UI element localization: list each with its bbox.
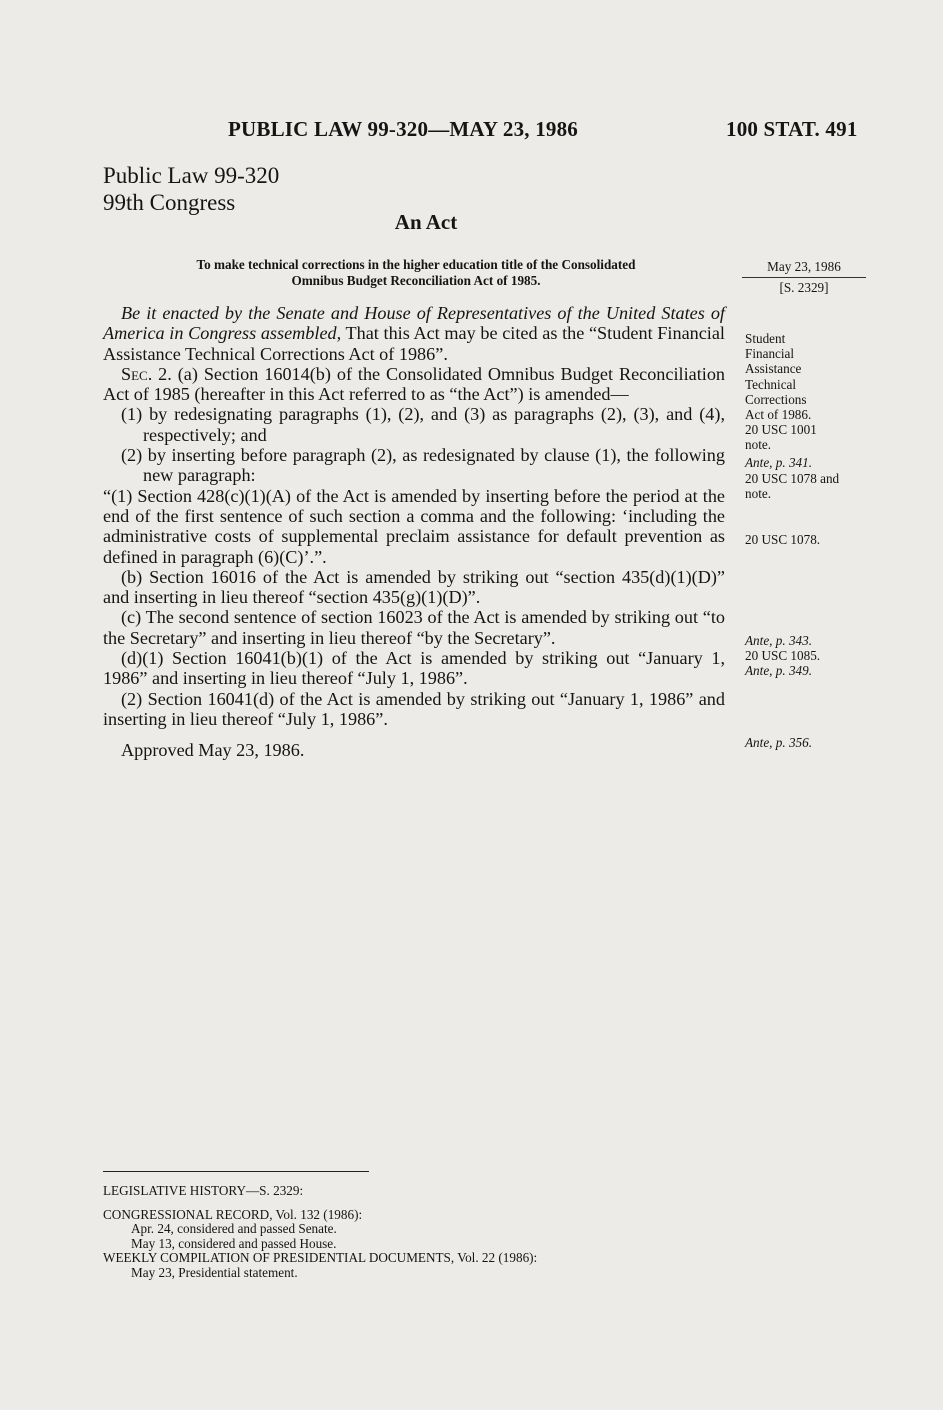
margin-note-ante-349 xyxy=(745,663,875,678)
margin-note-line: Ante, p. 349. xyxy=(745,663,813,678)
margin-note-line: Technical xyxy=(745,376,797,392)
public-law-number: Public Law 99-320 xyxy=(103,163,280,188)
margin-note-line: Ante, p. 343. xyxy=(745,633,813,648)
margin-note-short-title xyxy=(745,331,875,453)
running-title: PUBLIC LAW 99-320—MAY 23, 1986 xyxy=(228,117,578,141)
margin-note-line: note. xyxy=(745,486,772,502)
purpose-line-2: Omnibus Budget Reconciliation Act of 1985. xyxy=(291,273,541,288)
bill-number: [S. 2329] xyxy=(779,280,829,295)
margin-note-line: Corrections xyxy=(745,391,807,407)
approval-line: Approved May 23, 1986. xyxy=(121,740,305,761)
margin-note-ante-341 xyxy=(745,455,875,470)
enactment-date: May 23, 1986 xyxy=(742,257,866,278)
margin-note-line: 20 USC 1078. xyxy=(745,532,821,547)
section-2a-clause-2: (2) by inserting before paragraph (2), as redesignated by clause (1), the following new paragraph: xyxy=(121,445,725,486)
weekly-entry: May 23, Presidential statement. xyxy=(131,1264,298,1280)
act-title: An Act xyxy=(394,210,458,234)
weekly-compilation: WEEKLY COMPILATION OF PRESIDENTIAL DOCUMENTS, Vol. 22 (1986): xyxy=(103,1250,538,1266)
legislative-history xyxy=(103,1184,537,1281)
margin-note-usc-1078 xyxy=(745,532,875,547)
margin-note-line: Financial xyxy=(745,346,795,362)
legislative-history-heading: LEGISLATIVE HISTORY—S. 2329: xyxy=(103,1183,304,1198)
stat-reference: 100 STAT. 491 xyxy=(726,117,858,141)
section-2-label: Sec. 2. xyxy=(121,363,172,384)
section-2a-quoted-paragraph: “(1) Section 428(c)(1)(A) of the Act is amended by inserting before the period at the end of the first sentence of such section a comma and the following: ‘including the administrative costs of supplemental preclaim assistance for default prevention as defined in paragraph (6)(C)’.”. xyxy=(103,485,725,567)
congress-number: 99th Congress xyxy=(103,190,236,215)
law-identifier xyxy=(103,162,279,216)
margin-note-line: 20 USC 1001 xyxy=(745,422,817,438)
purpose-line-1: To make technical corrections in the higher education title of the Consolidated xyxy=(196,257,636,272)
margin-note-ante-343 xyxy=(745,633,875,648)
section-1-text: That this Act may be cited as the “Student Financial Assistance Technical Corrections Act of 1986”. xyxy=(103,323,725,364)
section-2c: (c) The second sentence of section 16023 of the Act is amended by striking out “to the Secretary” and inserting in lieu thereof “by the Secretary”. xyxy=(103,607,725,648)
margin-note-line: 20 USC 1078 and xyxy=(745,471,840,486)
footer-rule xyxy=(103,1171,369,1172)
congressional-record: CONGRESSIONAL RECORD, Vol. 132 (1986): xyxy=(103,1206,363,1222)
record-entry: Apr. 24, considered and passed Senate. xyxy=(131,1221,337,1237)
section-2b: (b) Section 16016 of the Act is amended by striking out “section 435(d)(1)(D)” and inserting in lieu thereof “section 435(g)(1)(D)”. xyxy=(103,566,725,608)
section-2a xyxy=(103,364,725,405)
record-entry: May 13, considered and passed House. xyxy=(131,1235,337,1251)
margin-note-line: Act of 1986. xyxy=(745,407,812,423)
margin-note-line: Student xyxy=(745,331,786,346)
margin-note-line: note. xyxy=(745,437,772,453)
margin-note-ante-356 xyxy=(745,735,875,750)
section-2d-1: (d)(1) Section 16041(b)(1) of the Act is amended by striking out “January 1, 1986” and inserting in lieu thereof “July 1, 1986”. xyxy=(103,648,725,689)
purpose-statement xyxy=(110,257,722,289)
margin-note-line: Ante, p. 341. xyxy=(745,455,813,470)
margin-note-line: Ante, p. 356. xyxy=(745,735,813,750)
act-body xyxy=(103,303,725,761)
section-1 xyxy=(103,303,725,364)
section-2d-2: (2) Section 16041(d) of the Act is amended by striking out “January 1, 1986” and inserting in lieu thereof “July 1, 1986”. xyxy=(103,688,725,729)
section-2a-text: (a) Section 16014(b) of the Consolidated Omnibus Budget Reconciliation Act of 1985 (hereafter in this Act referred to as “the Act”) is amended— xyxy=(103,363,726,405)
section-2a-clause-1: (1) by redesignating paragraphs (1), (2), and (3) as paragraphs (2), (3), and (4), respectively; and xyxy=(121,404,725,445)
margin-note-line: Assistance xyxy=(745,361,802,377)
margin-note-usc-1085 xyxy=(745,648,875,663)
enacting-clause: Be it enacted by the Senate and House of Representatives of the United States of America in Congress assembled, xyxy=(103,303,725,344)
enactment-margin-note xyxy=(742,257,866,297)
margin-note-usc-1078-and-note xyxy=(745,471,875,501)
margin-note-line: 20 USC 1085. xyxy=(745,648,821,663)
